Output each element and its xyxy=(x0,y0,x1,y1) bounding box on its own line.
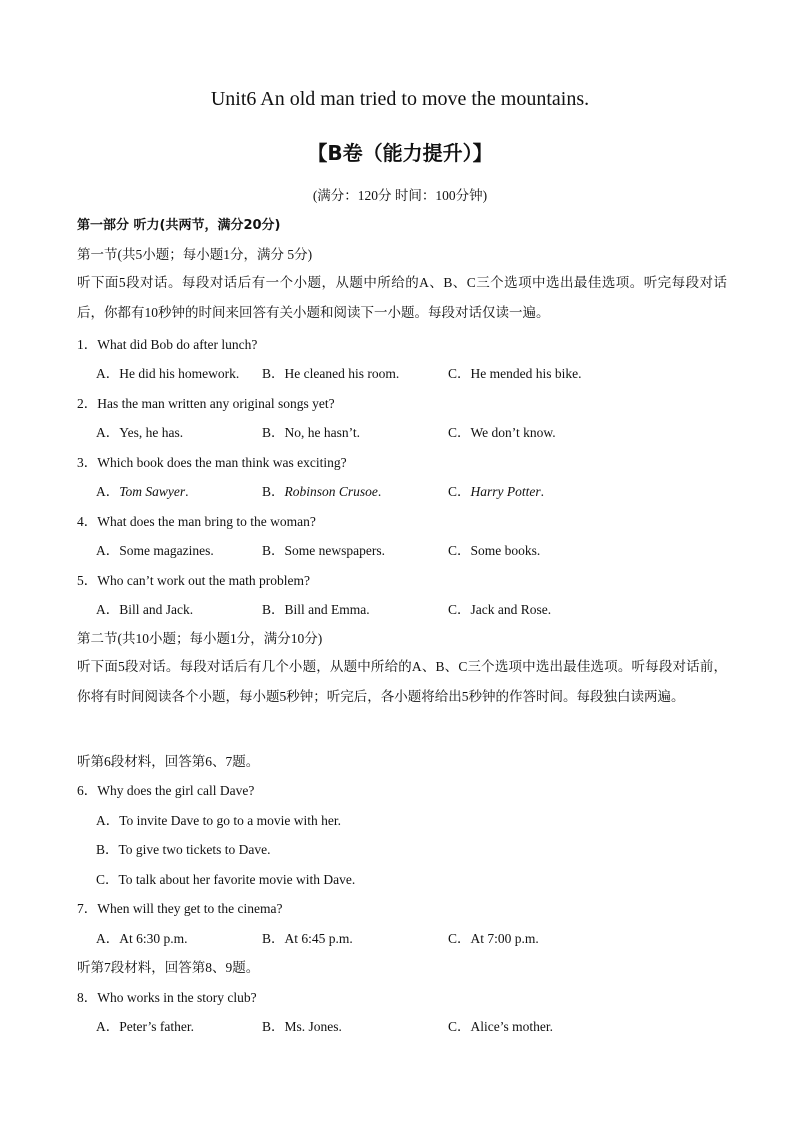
q7-option-b: B．At 6:45 p.m. xyxy=(262,931,353,946)
score-time-line: (满分：120分 时间：100分钟) xyxy=(312,188,488,203)
q6-option-c: C．To talk about her favorite movie with Dave. xyxy=(96,872,356,887)
question-3: 3．Which book does the man think was exciting? xyxy=(77,455,347,470)
q5-option-a: A．Bill and Jack. xyxy=(96,602,194,617)
q8-option-c: C．Alice’s mother. xyxy=(448,1019,553,1034)
paper-subtitle: 【B卷（能力提升）】 xyxy=(307,141,493,165)
q5-option-b: B．Bill and Emma. xyxy=(262,602,370,617)
question-5: 5．Who can’t work out the math problem? xyxy=(77,573,310,588)
q4-option-b: B．Some newspapers. xyxy=(262,543,385,558)
question-1: 1．What did Bob do after lunch? xyxy=(77,337,258,352)
question-7: 7．When will they get to the cinema? xyxy=(77,901,283,916)
q7-option-a: A．At 6:30 p.m. xyxy=(96,931,188,946)
section2-instructions: 听下面5段对话。每段对话后有几个小题，从题中所给的A、B、C三个选项中选出最佳选项。听每段对话前，你将有时间阅读各个小题，每小题5秒钟；听完后，各小题将给出5秒钟的作答时间。每段独白读两遍。 xyxy=(77,659,727,704)
q2-option-c: C．We don’t know. xyxy=(448,425,556,440)
q1-option-c: C．He mended his bike. xyxy=(448,366,582,381)
q3-option-b-title: Robinson Crusoe xyxy=(284,484,378,499)
material-6-heading: 听第6段材料，回答第6、7题。 xyxy=(77,754,260,769)
section2-heading: 第二节(共10小题；每小题1分，满分10分) xyxy=(77,631,323,646)
q6-option-b: B．To give two tickets to Dave. xyxy=(96,842,271,857)
q4-option-c: C．Some books. xyxy=(448,543,541,558)
q3-option-a-title: Tom Sawyer xyxy=(119,484,186,499)
q4-option-a: A．Some magazines. xyxy=(96,543,214,558)
question-4: 4．What does the man bring to the woman? xyxy=(77,514,316,529)
q6-option-a: A．To invite Dave to go to a movie with her. xyxy=(96,813,342,828)
q5-option-c: C．Jack and Rose. xyxy=(448,602,552,617)
q8-option-a: A．Peter’s father. xyxy=(96,1019,194,1034)
q8-option-b: B．Ms. Jones. xyxy=(262,1019,342,1034)
q3-option-b: B．Robinson Crusoe. xyxy=(262,484,382,499)
q2-option-a: A．Yes, he has. xyxy=(96,425,184,440)
q7-option-c: C．At 7:00 p.m. xyxy=(448,931,539,946)
q1-option-b: B．He cleaned his room. xyxy=(262,366,400,381)
part1-heading: 第一部分 听力(共两节，满分20分) xyxy=(77,218,281,233)
q3-option-c-title: Harry Potter xyxy=(470,484,541,499)
section1-heading: 第一节(共5小题；每小题1分，满分 5分) xyxy=(77,247,313,262)
q2-option-b: B．No, he hasn’t. xyxy=(262,425,360,440)
section1-instructions: 听下面5段对话。每段对话后有一个小题，从题中所给的A、B、C三个选项中选出最佳选项。听完每段对话后，你都有10秒钟的时间来回答有关小题和阅读下一小题。每段对话仅读一遍。 xyxy=(77,275,727,320)
question-2: 2．Has the man written any original songs yet? xyxy=(77,396,335,411)
q3-option-a: A．Tom Sawyer. xyxy=(96,484,189,499)
q1-option-a: A．He did his homework. xyxy=(96,366,240,381)
question-8: 8．Who works in the story club? xyxy=(77,990,257,1005)
material-7-heading: 听第7段材料，回答第8、9题。 xyxy=(77,960,260,975)
page-title: Unit6 An old man tried to move the mountains. xyxy=(210,88,590,110)
q3-option-c: C．Harry Potter. xyxy=(448,484,545,499)
question-6: 6．Why does the girl call Dave? xyxy=(77,783,255,798)
